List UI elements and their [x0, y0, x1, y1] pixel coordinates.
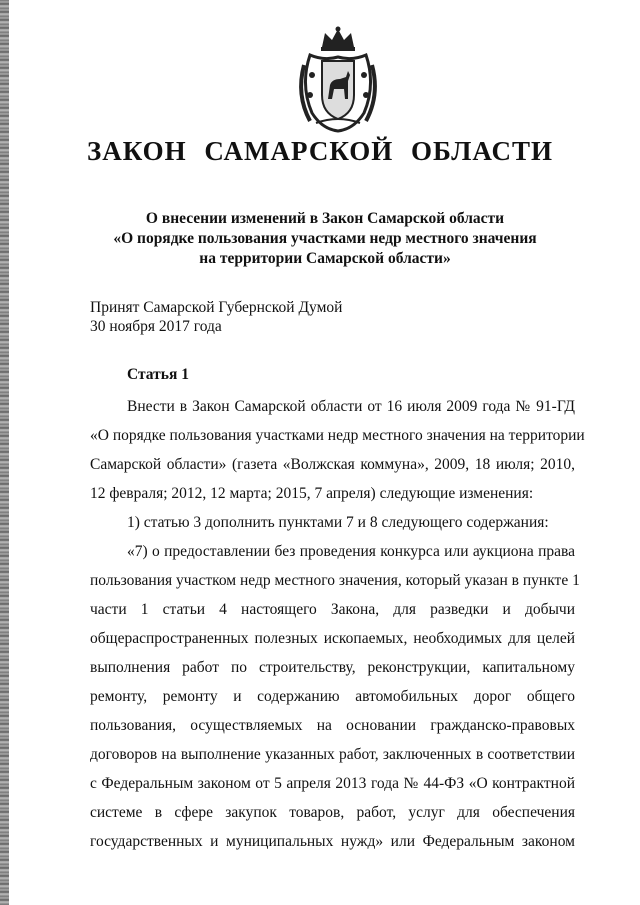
article-heading: Статья 1	[127, 366, 189, 383]
text-line: Внести в Закон Самарской области от 16 июля 2009 года № 91-ГД	[127, 398, 575, 415]
text-line: с Федеральным законом от 5 апреля 2013 года № 44-ФЗ «О контрактной	[90, 775, 575, 792]
adoption-date: 30 ноября 2017 года	[90, 318, 222, 335]
law-subtitle	[90, 209, 560, 269]
text-line: пользования участком недр местного значения, который указан в пункте 1	[90, 572, 580, 589]
adoption-body: Принят Самарской Губернской Думой	[90, 299, 343, 316]
subtitle-line: «О порядке пользования участками недр местного значения	[113, 230, 537, 247]
text-line: части 1 статьи 4 настоящего Закона, для разведки и добычи	[90, 601, 575, 618]
text-line: «О порядке пользования участками недр местного значения на территории	[90, 427, 585, 444]
samara-coat-of-arms-icon	[292, 25, 384, 133]
text-line: государственных и муниципальных нужд» или Федеральным законом	[90, 833, 575, 850]
article-body	[90, 392, 585, 856]
text-line: пользования, осуществляемых на основании гражданско-правовых	[90, 717, 575, 734]
subtitle-line: О внесении изменений в Закон Самарской области	[145, 210, 505, 227]
adoption-info	[90, 298, 342, 336]
text-line: выполнения работ по строительству, реконструкции, капитальному	[90, 659, 575, 676]
text-line: 12 февраля; 2012, 12 марта; 2015, 7 апреля) следующие изменения:	[90, 485, 534, 502]
text-line: 1) статью 3 дополнить пунктами 7 и 8 следующего содержания:	[127, 514, 549, 531]
text-line: «7) о предоставлении без проведения конкурса или аукциона права	[127, 543, 575, 560]
text-line: системе в сфере закупок товаров, работ, услуг для обеспечения	[90, 804, 575, 821]
text-line: ремонту, ремонту и содержанию автомобильных дорог общего	[90, 688, 575, 705]
subtitle-line: на территории Самарской области»	[199, 250, 451, 267]
law-title: ЗАКОН САМАРСКОЙ ОБЛАСТИ	[87, 136, 553, 166]
text-line: Самарской области» (газета «Волжская коммуна», 2009, 18 июля; 2010,	[90, 456, 575, 473]
text-line: договоров на выполнение указанных работ, заключенных в соответствии	[90, 746, 575, 763]
text-line: общераспространенных полезных ископаемых, необходимых для целей	[90, 630, 575, 647]
